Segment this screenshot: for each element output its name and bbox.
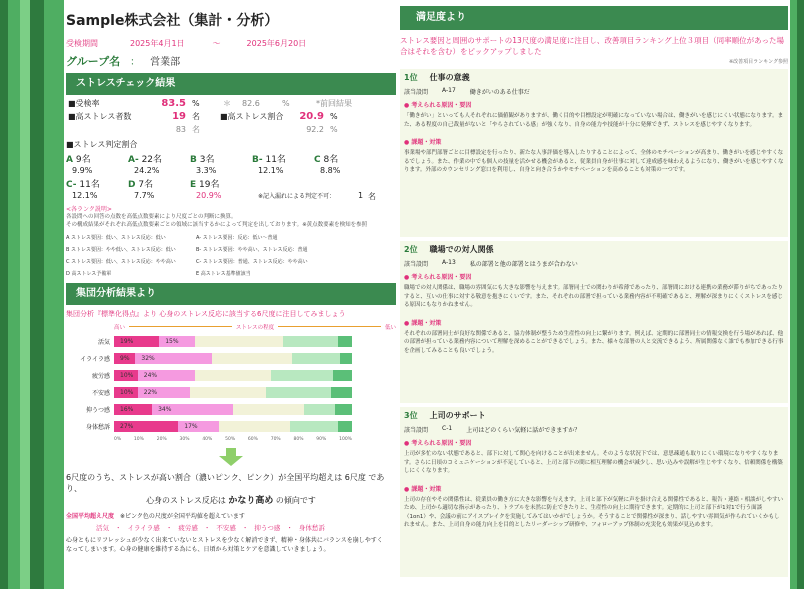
exam-rate-unit: %	[192, 99, 200, 108]
chart-bar-segment	[233, 404, 304, 415]
rank-note-line-1: 各設問への回答の点数を高低点数要素により尺度ごとの判断に換算。	[66, 214, 237, 221]
summary-a: 6尺度のうち、ストレスが高い割合（濃いピンク、ピンク）が全国平均超えは	[66, 472, 345, 482]
chart-stacked-bar	[114, 421, 352, 432]
judge-row-1	[66, 152, 396, 165]
avg-items	[96, 523, 396, 532]
judge-b: B 3名	[190, 155, 215, 165]
chart-bar-segment: 32%	[135, 353, 211, 364]
period-label: 受検期間	[66, 39, 98, 48]
rank-list	[66, 234, 396, 277]
period-end: 2025年6月20日	[246, 39, 307, 48]
chart-stacked-bar	[114, 353, 352, 364]
stress-response-chart	[66, 333, 396, 435]
judge-c: C 8名	[314, 155, 339, 165]
stress-scale	[66, 323, 396, 331]
high-count-label: ■高ストレス者数	[68, 112, 132, 121]
chart-bar-segment: 10%	[114, 387, 138, 398]
cause-text: 「働きがい」といっても人それぞれに価値観がありますが、働く目的や目標設定が明確になっていない場合は、働きがいを感じにくい状態になります。また、ある程度の自己裁量がないと「やらされている感」が強くなり、自身の能力や技能が十分に発揮できず、ストレスを感じやすくなります。	[404, 113, 784, 128]
chart-stacked-bar	[114, 404, 352, 415]
chart-category-label: イライラ感	[80, 355, 110, 363]
judge-row-2	[66, 177, 396, 190]
chart-bar-segment: 34%	[152, 404, 233, 415]
chart-tick-label: 100%	[339, 436, 352, 442]
rank-name: 職場での対人関係	[429, 245, 494, 254]
chart-bar-segment	[290, 421, 338, 432]
right-panel	[400, 6, 788, 586]
cause-text: 職場での対人関係は、職場の雰囲気にも大きな影響を与えます。部署同士での関わりが希薄であったり、部署間における連携の業務が滞りがちであったりすると、互いの仕事に対する敬意を抱きにくいです。また、それぞれの部署で担っている業務内容が不明確であると、理解が深まりにくくストレスを感じる原因にもなりかねません。	[404, 285, 783, 309]
chart-tick-label: 40%	[202, 436, 213, 442]
judge-a: A 9名	[66, 155, 91, 165]
q-text: 働きがいのある仕事だ	[469, 89, 530, 96]
rank-item: D 高ストレス予備軍	[66, 270, 112, 277]
chart-category-label: 疲労感	[91, 372, 110, 380]
exam-rate-label: ■受検率	[68, 99, 100, 108]
rank-item: E 高ストレス基準値該当	[196, 270, 251, 277]
chart-tick-label: 30%	[179, 436, 190, 442]
chart-bar-segment	[266, 387, 330, 398]
task-title: ● 課題・対策	[404, 139, 442, 147]
judge-c-minus: C- 11名	[66, 180, 100, 190]
judge-a-pct: 9.9%	[72, 166, 93, 175]
judge-b-minus: B- 11名	[252, 155, 286, 165]
chart-bar-segment	[219, 421, 290, 432]
chart-bar-segment: 24%	[138, 370, 195, 381]
chart-category-label: 活気	[97, 338, 110, 346]
judge-e: E 19名	[190, 180, 220, 190]
chart-stacked-bar	[114, 370, 352, 381]
avg-title: 全国平均超え尺度	[66, 513, 115, 520]
high-rate-unit: %	[330, 112, 338, 121]
avg-item-sep: ・	[241, 524, 249, 532]
rank-item: C- ストレス要因：普通、ストレス反応：やや高い	[196, 258, 308, 265]
chart-row	[66, 333, 396, 350]
chart-category-label: 身体愁訴	[85, 423, 110, 431]
summary-c: 心身のストレス反応は	[146, 495, 229, 505]
group-name: 営業部	[150, 57, 181, 68]
group-analysis-header: 集団分析結果より	[66, 283, 396, 305]
chart-tick-label: 90%	[316, 436, 327, 442]
cause-title: ● 考えられる原因・要因	[404, 102, 472, 109]
chart-bar-segment	[304, 404, 335, 415]
judge-e-pct: 20.9%	[196, 191, 222, 200]
satisfaction-header: 満足度より	[400, 6, 788, 30]
rank-item: B- ストレス要因：やや高い、ストレス反応：普通	[196, 246, 308, 253]
chart-category-label: 不安感	[91, 389, 110, 397]
rank-name: 仕事の意義	[429, 73, 470, 82]
rank-num: 2位	[404, 245, 418, 254]
group-row	[66, 53, 396, 69]
high-rate-label: ■高ストレス割合	[220, 112, 284, 121]
chart-tick-label: 70%	[270, 436, 281, 442]
judge-d-pct: 7.7%	[134, 191, 155, 200]
chart-bar-segment	[331, 387, 352, 398]
group-title: グループ名	[66, 55, 121, 68]
prev-note: *前回結果	[316, 99, 352, 108]
stress-check-header: ストレスチェック結果	[66, 73, 396, 95]
cause-title: ● 考えられる原因・要因	[404, 440, 472, 447]
task-title: ● 課題・対策	[404, 485, 442, 493]
rank-block-3	[400, 407, 788, 577]
judge-pct-row-2	[66, 191, 396, 202]
high-rate: 20.9	[299, 111, 324, 122]
right-decorative-strip	[790, 0, 804, 589]
analysis-summary	[66, 472, 396, 508]
chart-bar-segment	[292, 353, 340, 364]
chart-tick-label: 80%	[293, 436, 304, 442]
chart-bar-segment: 10%	[114, 370, 138, 381]
q-code: A-17	[442, 87, 456, 94]
cause-text: 上司が多忙のない状態であると、部下に対して関心を向けることが出来ません。そのような状況下では、意思疎通も取りにくい環境になりやすくなります。さらに日頃のコミュニケーションが不足していると、上司と部下の間に相互理解の機会が減少し、思い込みや誤解が生じやすくなり、信頼関係を構築しにくくなります。	[404, 451, 783, 475]
summary-b: であり、	[66, 472, 385, 494]
chart-bar-segment	[195, 370, 271, 381]
chart-row	[66, 350, 396, 367]
period-sep: ～	[212, 39, 221, 48]
left-decorative-strip	[0, 0, 64, 589]
advice-line-2: なってしまいます。心身の健康を維持する為にも、日頃から対策とケアを意識していきましょう。	[66, 546, 330, 553]
unjudged-unit: 名	[368, 192, 376, 201]
judge-pct-row-1	[66, 166, 396, 175]
period-start: 2025年4月1日	[130, 39, 185, 48]
asterisk: ＊	[223, 99, 231, 108]
chart-bar-segment: 9%	[114, 353, 135, 364]
rank-item: A- ストレス要因：反応：低い～普通	[196, 234, 278, 241]
advice-line-1: 心身ともにリフレッシュが少なく出来ていないとストレスを少なく解消できず、精神・身体共にバランスを崩しやすく	[66, 537, 383, 544]
chart-stacked-bar	[114, 336, 352, 347]
scale-mid: ストレスの程度	[235, 324, 275, 331]
chart-bar-segment	[335, 404, 352, 415]
summary-d: の傾向です	[273, 495, 316, 505]
rank-note-line-2: その構成結果がそれぞれ高低点数要素ごとの領域に該当するかによって判定を出しております。※黄点数要素を検知を参照	[66, 222, 368, 229]
satisfaction-intro: ストレス要因と周囲のサポートの13尺度の満足度に注目し、改善項目ランキング上位３項目（同率順位があった場合はそれを含む）をピックアップしました	[400, 36, 785, 56]
avg-line	[66, 511, 396, 520]
rank-name: 上司のサポート	[429, 411, 486, 420]
judge-d: D 7名	[128, 180, 154, 190]
chart-bar-segment	[283, 336, 338, 347]
prev-high-rate: 92.2	[306, 125, 324, 134]
judge-c-pct: 8.8%	[320, 166, 341, 175]
prev-high-rate-unit: %	[330, 125, 338, 134]
rank-block-2	[400, 241, 788, 403]
judge-title: ■ストレス判定割合	[66, 140, 138, 149]
avg-note: ※ピンク色の尺度が全国平均値を超えています	[120, 513, 245, 520]
prev-exam-rate: 82.6	[242, 99, 260, 108]
summary-level: かなり高め	[228, 495, 274, 506]
avg-item: イライラ感	[127, 524, 160, 532]
chart-row	[66, 384, 396, 401]
q-code: A-13	[442, 259, 456, 266]
stress-stats	[66, 98, 396, 137]
chart-tick-label: 10%	[133, 436, 144, 442]
scale-high: 高い	[114, 324, 126, 331]
unjudged-count: 1	[358, 191, 364, 200]
avg-item-sep: ・	[203, 524, 211, 532]
avg-item: 身体愁訴	[298, 524, 325, 532]
unjudged-note: ※記入漏れによる判定不可：	[258, 193, 336, 200]
task-text: それぞれの部署同士が良好な関係であると、協力体制が整うため生産性の向上に繋がります。例えば、定期的に部署同士の情報交換を行う場があれば、他の部署が担っている業務内容について理解を深めることができるでしょう。また、様々な部署の人と交流できるよう、所属関係なく誰でも参加できる行事を企画してみることも良いでしょう。	[404, 330, 784, 354]
prev-high-count: 83	[175, 125, 186, 134]
high-count-unit: 名	[192, 112, 200, 121]
summary-count: 6尺度	[344, 472, 366, 482]
chart-tick-label: 50%	[225, 436, 236, 442]
chart-row	[66, 418, 396, 435]
satisfaction-note: ※改善項目ランキング参照	[728, 59, 788, 65]
judge-a-minus: A- 22名	[128, 155, 163, 165]
q-code: C-1	[442, 425, 453, 432]
chart-row	[66, 401, 396, 418]
chart-category-label: 抑うつ感	[85, 406, 110, 414]
chart-bar-segment	[271, 370, 333, 381]
chart-bar-segment	[340, 353, 352, 364]
left-panel	[66, 6, 396, 586]
company-title: Sample株式会社（集計・分析）	[66, 13, 279, 29]
chart-bar-segment: 17%	[178, 421, 218, 432]
analysis-intro: 集団分析『標準化得点』より 心身のストレス反応に該当する6尺度に注目してみましょう	[66, 309, 346, 318]
chart-bar-segment	[212, 353, 293, 364]
chart-tick-label: 0%	[114, 436, 122, 442]
exam-rate: 83.5	[161, 98, 186, 109]
rank-block-1	[400, 69, 788, 237]
down-arrow-icon	[218, 448, 244, 466]
high-count: 19	[172, 111, 186, 122]
judge-c-minus-pct: 12.1%	[72, 191, 98, 200]
rank-num: 3位	[404, 411, 418, 420]
chart-bar-segment: 27%	[114, 421, 178, 432]
q-label: 該当設問	[404, 427, 429, 434]
rank-note-title: <各ランク説明>	[66, 206, 112, 213]
rank-num: 1位	[404, 73, 418, 82]
advice	[66, 536, 396, 554]
chart-bar-segment	[338, 336, 352, 347]
avg-item: 活気	[96, 524, 109, 532]
chart-stacked-bar	[114, 387, 352, 398]
chart-bar-segment: 19%	[114, 336, 159, 347]
avg-item: 抑うつ感	[254, 524, 281, 532]
chart-axis	[114, 437, 352, 442]
scale-low: 低い	[384, 324, 396, 331]
group-sep: ：	[130, 57, 141, 68]
chart-bar-segment	[333, 370, 352, 381]
avg-item-sep: ・	[115, 524, 122, 532]
judge-a-minus-pct: 24.2%	[134, 166, 160, 175]
rank-note	[66, 206, 396, 230]
chart-bar-segment: 22%	[138, 387, 190, 398]
judge-b-minus-pct: 12.1%	[258, 166, 284, 175]
prev-high-count-unit: 名	[192, 125, 200, 134]
avg-item: 不安感	[216, 524, 236, 532]
chart-row	[66, 367, 396, 384]
rank-item: B ストレス要因：やや低い、ストレス反応：低い	[66, 246, 176, 253]
judge-b-pct: 3.3%	[196, 166, 217, 175]
chart-bar-segment: 15%	[159, 336, 195, 347]
exam-period	[66, 38, 396, 49]
task-title: ● 課題・対策	[404, 319, 442, 327]
q-text: 上司はどのくらい気軽に話ができますか？	[466, 427, 581, 434]
chart-bar-segment	[338, 421, 352, 432]
prev-exam-unit: %	[282, 99, 290, 108]
task-text: 上司の存在やその関係性は、従業員の働き方に大きな影響を与えます。上司と部下が気軽に声を掛け合える関係性であると、報告・連絡・相談がしやすいため、上司から適切な指示があったり、トラブルを未然に防止できたりと、生産性の向上に期待できます。定期的に上司と部下が1対1で行う面談（1on1）や、会議の前にアイスブレイクを実施してみてはいかがでしょうか。そうすることで関係性が深まり、話しやすい雰囲気が作られていくかもしれません。また、上司自身の能力向上を目的としたリーダーシップ研修や、フォローアップ体制の充実化も効果が見込めます。	[404, 496, 784, 529]
chart-bar-segment	[195, 336, 283, 347]
chart-tick-label: 20%	[156, 436, 167, 442]
rank-item: C ストレス要因：低い、ストレス反応：やや高い	[66, 258, 176, 265]
rank-item: A ストレス要因：低い、ストレス反応：低い	[66, 234, 166, 241]
chart-bar-segment	[190, 387, 266, 398]
q-label: 該当設問	[404, 261, 429, 268]
avg-item-sep: ・	[286, 524, 293, 532]
q-text: 私の部署と他の部署とはうまが合わない	[469, 261, 578, 268]
q-label: 該当設問	[404, 89, 429, 96]
chart-tick-label: 60%	[247, 436, 258, 442]
avg-item: 疲労感	[178, 524, 198, 532]
cause-title: ● 考えられる原因・要因	[404, 274, 472, 281]
chart-bar-segment: 16%	[114, 404, 152, 415]
avg-item-sep: ・	[165, 524, 173, 532]
task-text: 事業場や部門部署ごとに目標設定を行ったり、新たな人事評価を導入したりすることによって、全体のモチベーションが高まり、働きがいを感じやすくなるでしょう。また、作業の中でも個人の技量を活かせる機会があると、従業員自身が仕事に対して達成感を味わえるようになり、働きがいを感じやすくなります。外部のカウンセリング窓口を利用し、自身と向き合うかやモチベーションを高めることも対策の一つです。	[404, 150, 784, 174]
